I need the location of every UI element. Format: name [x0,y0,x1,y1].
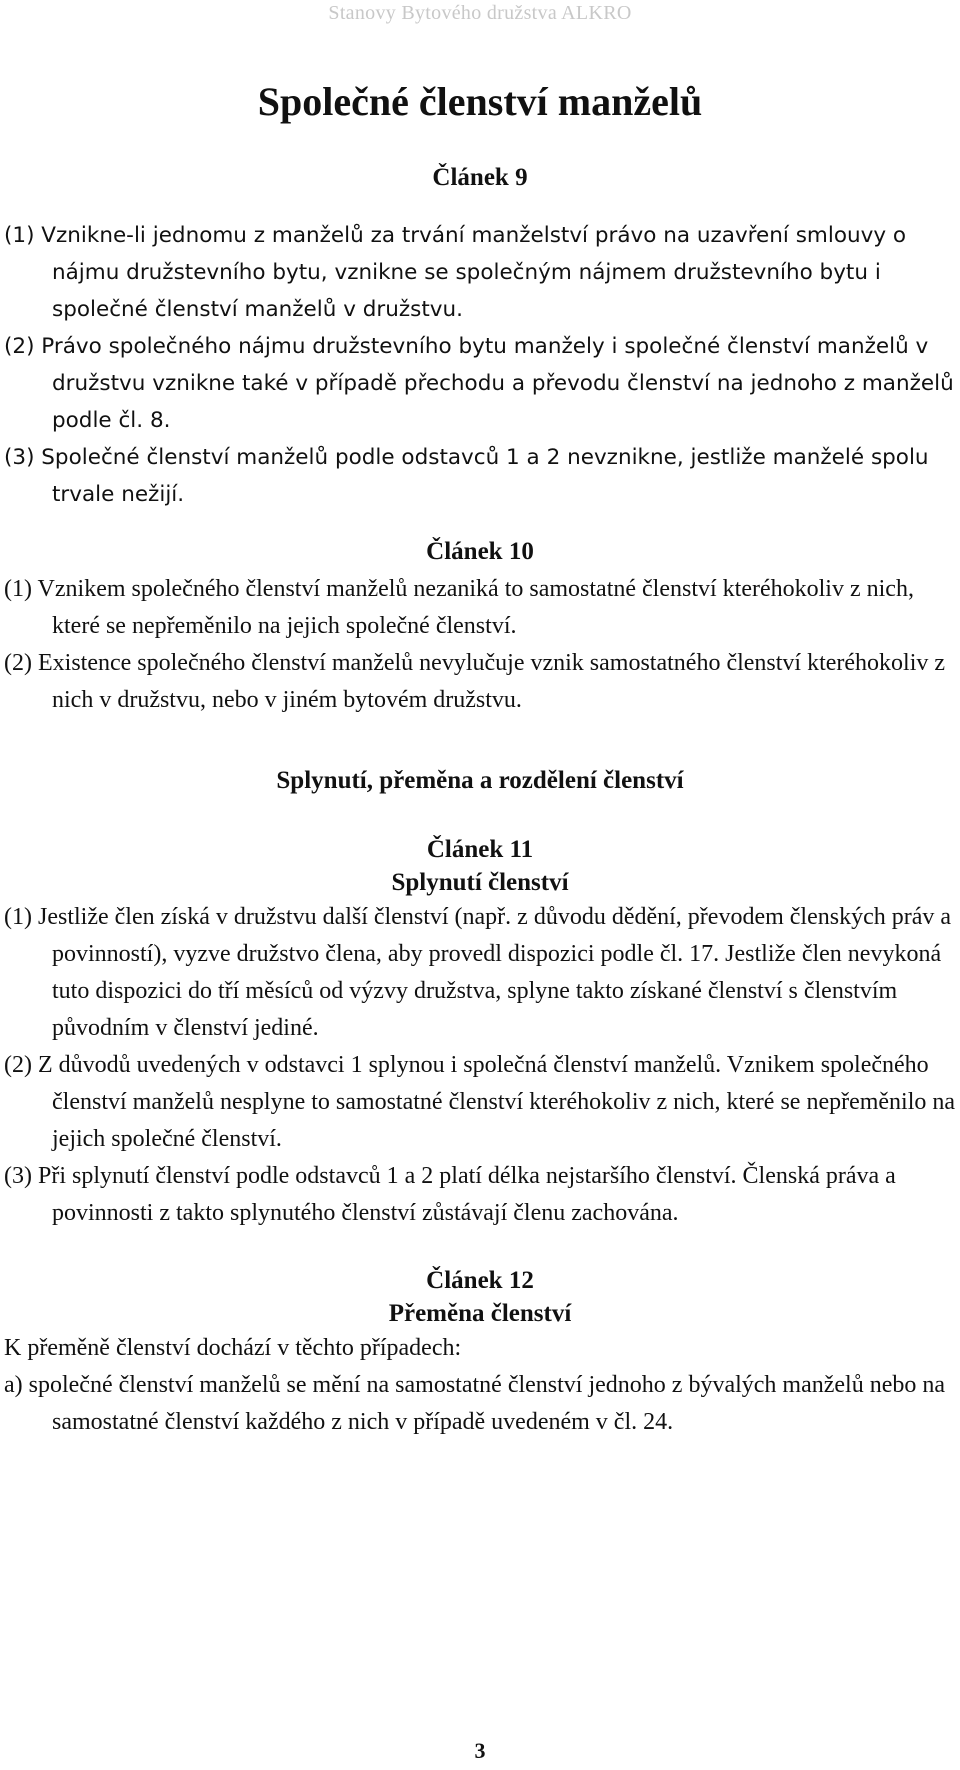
article-11-heading: Článek 11 [426,836,534,863]
page-number: 3 [474,1738,486,1763]
page-title: Společné členství manželů [257,79,703,124]
article-9-paragraph-3: (3) Společné členství manželů podle odstavců 1 a 2 nevznikne, jestliže manželé spolu trvale nežijí. [4,445,929,507]
running-header: Stanovy Bytového družstva ALKRO [328,2,632,24]
article-9-heading: Článek 9 [432,164,528,191]
article-10-paragraph-2: (2) Existence společného členství manželů nevylučuje vznik samostatného členství kteréhokoliv z nich v družstvu, nebo v jiném bytovém družstvu. [4,650,946,713]
article-10-paragraph-1: (1) Vznikem společného členství manželů nezaniká to samostatné členství kteréhokoliv z nich, které se nepřeměnilo na jejich společné členství. [4,576,914,639]
article-11-subheading: Splynutí členství [391,869,569,896]
article-9-paragraph-2: (2) Právo společného nájmu družstevního bytu manžely i společné členství manželů v družstvu vznikne také v případě přechodu a převodu členství na jednoho z manželů podle čl. 8. [4,334,954,433]
article-11 [4,833,956,1232]
article-11-paragraph-1: (1) Jestliže člen získá v družstvu další členství (např. z důvodu dědění, převodem členských práv a povinností), vyzve družstvo člena, aby provedl dispozici podle čl. 17. Jestliže člen nevykoná tuto dispozici do tří měsíců od výzvy družstva, splyne takto získané členství s členstvím původním v členství jediné. [4,904,952,1041]
article-9-paragraph-1: (1) Vznikne-li jednomu z manželů za trvání manželství právo na uzavření smlouvy o nájmu družstevního bytu, vznikne se společným nájmem družstevního bytu i společné členství manželů v družstvu. [4,223,907,322]
article-12 [4,1264,956,1441]
article-10 [4,535,956,719]
article-12-subheading: Přeměna členství [388,1300,572,1327]
section-title: Splynutí, přeměna a rozdělení členství [276,767,684,794]
article-11-paragraph-2: (2) Z důvodů uvedených v odstavci 1 splynou i společná členství manželů. Vznikem společného členství manželů nesplyne to samostatné členství kteréhokoliv z nich, které se nepřeměnilo na jejich společné členství. [4,1052,956,1152]
article-9 [4,161,956,513]
article-10-heading: Článek 10 [426,538,534,565]
article-12-heading: Článek 12 [426,1267,534,1294]
document-page [4,78,956,1441]
article-12-intro: K přeměně členství dochází v těchto případech: [4,1335,462,1361]
article-11-paragraph-3: (3) Při splynutí členství podle odstavců 1 a 2 platí délka nejstaršího členství. Členská práva a povinnosti z takto splynutého členství zůstávají členu zachována. [4,1163,896,1226]
article-12-item-a: a) společné členství manželů se mění na samostatné členství jednoho z bývalých manželů nebo na samostatné členství každého z nich v případě uvedeném v čl. 24. [4,1372,946,1435]
